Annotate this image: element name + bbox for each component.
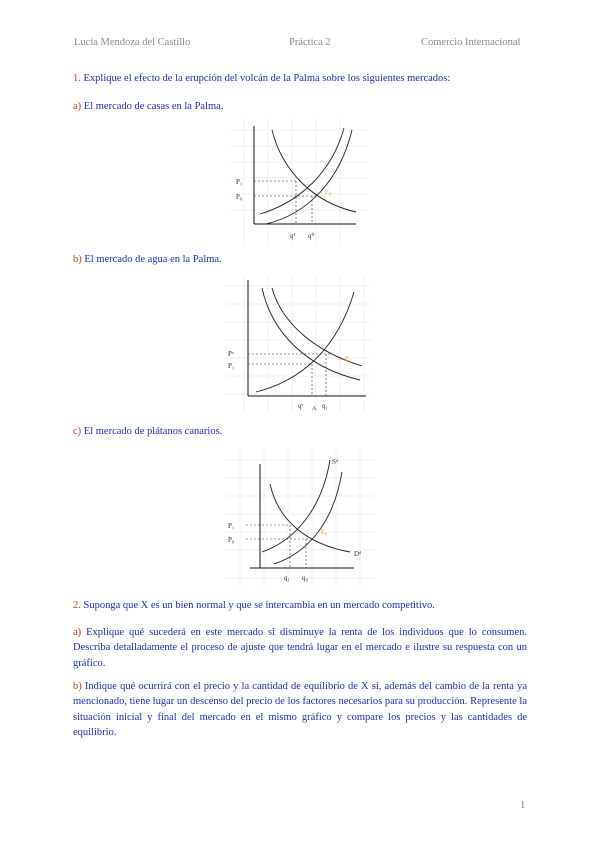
question-2a-text: Explique qué sucederá en este mercado si disminuye la renta de los individuos que lo consumen. Describa detalladamente el proceso de ajuste que tendrá lugar en el mercado e ilustre su respuesta con un gráfico. <box>73 627 528 669</box>
supply-curve <box>256 292 354 392</box>
header-course: Comercio Internacional <box>421 37 521 48</box>
annotation-equilibrium: → E₀ <box>316 188 332 196</box>
figure-water-market <box>226 276 372 412</box>
question-2a-letter: a) <box>73 627 82 638</box>
label-q0: qᵉ <box>298 402 304 410</box>
page-number: 1 <box>520 800 526 811</box>
question-1c-letter: c) <box>73 426 82 437</box>
question-1b-text: El mercado de agua en la Palma. <box>84 254 222 265</box>
label-q1: q¹ <box>290 232 296 240</box>
annotation-equilibrium: → E₀ <box>312 528 328 536</box>
label-q0: q₀ <box>302 574 308 582</box>
question-2-text: Suponga que X es un bien normal y que se intercambia en un mercado competitivo. <box>83 600 435 611</box>
label-sub: A <box>312 406 317 412</box>
label-supply: Sᵈ <box>332 458 339 466</box>
annotation-equilibrium: → E₀ <box>336 355 352 363</box>
figure-houses-market <box>228 118 368 246</box>
supply-curve-1 <box>262 460 330 552</box>
question-1a-text: El mercado de casas en la Palma. <box>83 101 224 112</box>
label-q1: q₁ <box>284 574 290 582</box>
label-p0: P₀ <box>236 193 243 201</box>
question-1c-text: El mercado de plátanos canarios. <box>83 426 223 437</box>
label-p1: P₁ <box>228 522 235 530</box>
question-1b-letter: b) <box>73 254 82 265</box>
question-2a <box>73 625 527 671</box>
question-2-number: 2. <box>73 600 81 611</box>
question-1-text: Explique el efecto de la erupción del volcán de la Palma sobre los siguientes mercados: <box>83 73 451 84</box>
question-1b <box>73 254 222 265</box>
label-q0: q⁰ <box>308 232 315 240</box>
demand-curve <box>272 130 356 212</box>
label-p1: P₁ <box>236 178 243 186</box>
question-2b-letter: b) <box>73 681 82 692</box>
label-p0: Pᵒ <box>228 350 234 358</box>
question-1a <box>73 101 223 112</box>
label-p0: P₀ <box>228 536 235 544</box>
question-1 <box>73 73 450 84</box>
question-2b <box>73 679 527 740</box>
question-1-number: 1. <box>73 73 81 84</box>
question-2b-text: Indique qué ocurrirá con el precio y la cantidad de equilibrio de X si, además del cambio de la renta ya mencionado, tiene lugar un descenso del precio de los factores necesarios para su producción. Represente la situación inicial y final del mercado en el mismo gráfico y compare los precios y las cantidades de equilibrio. <box>73 681 527 738</box>
label-q1: q₁ <box>322 402 328 410</box>
header-title: Práctica 2 <box>289 37 331 48</box>
figure-bananas-market <box>226 448 374 586</box>
question-1c <box>73 426 222 437</box>
header-author: Lucía Mendoza del Castillo <box>74 37 191 48</box>
question-2 <box>73 600 435 611</box>
question-1a-letter: a) <box>73 101 82 112</box>
label-demand: Dᵈ <box>354 550 362 558</box>
label-p1: P₁ <box>228 362 235 370</box>
supply-curve-1 <box>260 128 344 214</box>
